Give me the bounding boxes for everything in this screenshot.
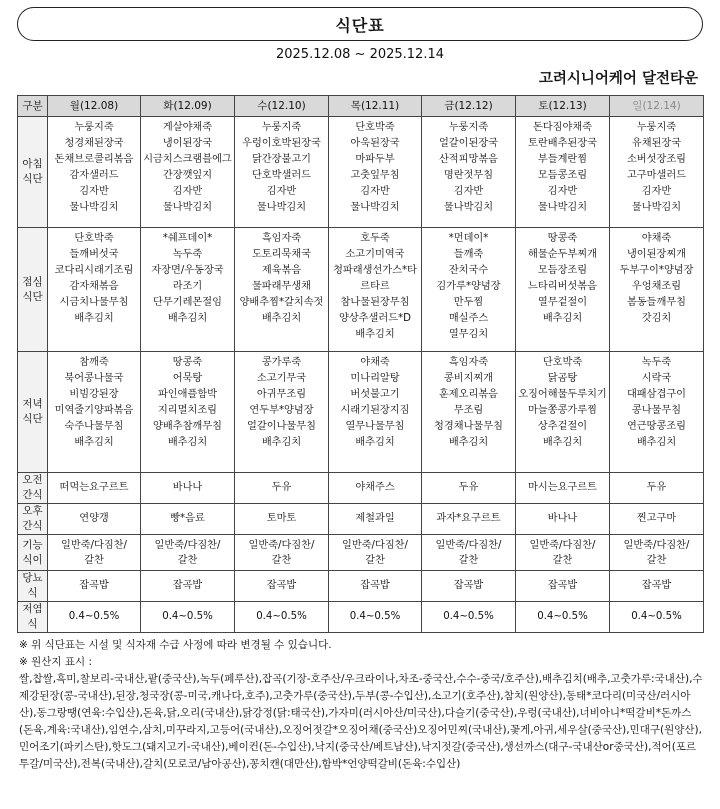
menu-item: 고춧잎무침	[350, 170, 400, 181]
menu-item: 흑임자죽	[261, 233, 302, 244]
menu-item: 일반죽/다짐찬/	[623, 539, 690, 551]
menu-cell	[329, 228, 422, 352]
menu-item: 잡곡밥	[641, 580, 672, 591]
menu-item: 김자반	[172, 186, 203, 197]
menu-item: 두유	[271, 482, 292, 493]
menu-cell	[235, 117, 329, 228]
menu-item: 열무나물무침	[345, 421, 405, 432]
header-row	[18, 96, 704, 117]
menu-item: 녹두죽	[172, 249, 203, 260]
menu-item: 연근땅콩조림	[626, 421, 687, 432]
menu-item: 시락국	[641, 373, 672, 384]
menu-item: 느타리버섯볶음	[528, 281, 597, 292]
menu-item: 빵*음료	[170, 513, 205, 524]
menu-item: 잡곡밥	[453, 580, 484, 591]
menu-cell	[48, 352, 141, 473]
menu-item: 갈찬	[365, 554, 385, 566]
row-label-line: 오전	[22, 474, 43, 486]
menu-item: 일반죽/다짐찬/	[154, 539, 221, 551]
menu-item: 닭간장불고기	[251, 154, 312, 165]
menu-item: 누룽지죽	[448, 122, 489, 133]
menu-item: 0.4~0.5%	[349, 611, 401, 622]
menu-item: 얼갈이된장국	[438, 138, 499, 149]
row-label	[18, 504, 48, 535]
menu-item: 0.4~0.5%	[537, 611, 588, 622]
facility-name: 고려시니어케어 달전타운	[538, 71, 698, 87]
row-label-line: 간식	[22, 520, 43, 532]
menu-item: 모듬장조림	[537, 265, 588, 276]
menu-item: 양배추찜*갈치속젓	[239, 297, 324, 308]
menu-item: 참깨죽	[79, 357, 109, 368]
menu-item: 어묵탕	[172, 373, 203, 384]
menu-item: 코다리시래기조림	[54, 265, 134, 276]
row-label	[18, 535, 48, 571]
menu-item: 단호박샐러드	[251, 170, 312, 181]
menu-cell	[516, 571, 610, 602]
menu-cell	[610, 117, 704, 228]
menu-item: 자장면/우동장국	[151, 265, 224, 276]
menu-cell	[516, 473, 610, 504]
menu-item: 버섯불고기	[350, 389, 400, 400]
menu-item: 얼갈이나물무침	[247, 421, 316, 432]
menu-item: 바나나	[172, 482, 203, 493]
menu-item: 야채주스	[355, 482, 395, 493]
menu-cell	[48, 117, 141, 228]
menu-item: 마늘쫑콩가루찜	[528, 405, 597, 416]
menu-item: 아귀무조림	[256, 389, 307, 400]
breakfast-row	[18, 117, 704, 228]
page-title: 식단표	[17, 7, 703, 41]
menu-body	[18, 117, 704, 633]
menu-item: 배추김치	[261, 313, 302, 324]
menu-item: 아욱된장국	[350, 138, 400, 149]
row-label-line: 간식	[22, 489, 43, 501]
menu-cell	[235, 504, 329, 535]
menu-item: 갈찬	[177, 554, 198, 566]
origin-text: 쌀,찹쌀,흑미,찰보리-국내산,팥(중국산),녹두(페루산),잡곡(기장-호주산/우크라이나,차조-중국산,수수-중국/호주산),배추김치(배추,고춧가루:국내산),수제강된장(콩-국내산),된장,청국장(콩-미국,캐나다,호주),고춧가루(중국산),두부(콩-수입산),소고기(호주산),참치(원양산),동태*코다리(미국산/러시아산),동그랑땡(연육:수입산),돈육,닭,오리(국내산),닭강정(닭:태국산),가자미(러시아산/미국산),다슬기(중국산),우렁(국내산),너비아니*떡갈비*돈까스(돈육,계육:국내산),임연수,삼치,미꾸라지,고등어(국내산),오징어젓갈*오징어채(중국산)오징어민찌(국내산),꽃게,아귀,세우살(중국산),민대구(원양산),민어조기(파키스탄),핫도그(돼지고기-국내산),베이컨(돈-수입산),낙지(중국산/베트남산),낙지젓갈(중국산),생선까스(대구-국내산or중국산),적어(포르투갈/미국산),전복(국내산),갈치(모로코/남아공산),꽁치캔(대만산),함박*언양떡갈비(돈육:수입산)	[19, 673, 703, 770]
row-label-line: 아침	[22, 158, 43, 170]
menu-cell	[48, 535, 141, 571]
change-notice: ※ 위 식단표는 시설 및 식자재 수급 사정에 따라 변경될 수 있습니다.	[19, 639, 332, 651]
menu-item: 시금치스크램블에그	[143, 154, 232, 165]
menu-item: 김자반	[453, 186, 484, 197]
menu-item: 콩가루죽	[261, 357, 302, 368]
menu-item: 두유	[646, 482, 667, 493]
menu-cell	[235, 473, 329, 504]
menu-item: 일반죽/다짐찬/	[248, 539, 315, 551]
menu-item: 도토리묵채국	[251, 249, 312, 260]
menu-item: 우렁이호박된장국	[242, 138, 321, 149]
menu-item: 땅콩죽	[547, 233, 578, 244]
menu-item: 닭곰탕	[547, 373, 578, 384]
menu-item: 누룽지죽	[74, 122, 114, 133]
menu-item: 잡곡밥	[547, 580, 578, 591]
header-day: 수(12.10)	[235, 96, 329, 117]
menu-item: 김자반	[547, 186, 578, 197]
menu-cell	[48, 228, 141, 352]
menu-item: 바나나	[547, 513, 578, 524]
menu-item: 배추김치	[167, 313, 208, 324]
menu-item: 대패삼겹구이	[626, 389, 687, 400]
menu-item: 청경채나물무침	[434, 421, 503, 432]
menu-item: 흑임자죽	[448, 357, 489, 368]
menu-item: 배추김치	[448, 437, 489, 448]
menu-item: 0.4~0.5%	[631, 611, 682, 622]
row-label	[18, 602, 48, 633]
menu-item: 김자반	[266, 186, 297, 197]
menu-item: 시래기된장지짐	[340, 405, 410, 416]
menu-cell	[610, 602, 704, 633]
notes	[19, 637, 705, 773]
header-day: 금(12.12)	[422, 96, 516, 117]
menu-cell	[235, 602, 329, 633]
menu-item: 봄동들깨무침	[626, 297, 687, 308]
menu-item: 일반죽/다짐찬/	[529, 539, 596, 551]
row-label-line: 저녁	[22, 398, 43, 410]
menu-item: 들깨버섯국	[69, 249, 119, 260]
row-label	[18, 473, 48, 504]
menu-item: 갈찬	[84, 554, 104, 566]
menu-item: 물나박김치	[256, 202, 307, 213]
menu-cell	[141, 352, 235, 473]
menu-item: 호두죽	[360, 233, 390, 244]
menu-item: 잡곡밥	[360, 580, 390, 591]
menu-cell	[516, 504, 610, 535]
menu-item: 비빔강된장	[69, 389, 119, 400]
menu-item: 제육볶음	[261, 265, 302, 276]
menu-item: 누룽지죽	[636, 122, 677, 133]
menu-cell	[516, 535, 610, 571]
menu-item: 마파두부	[355, 154, 395, 165]
row-label-line: 식	[27, 587, 38, 599]
menu-item: 소고기미역국	[345, 249, 405, 260]
menu-item: 0.4~0.5%	[162, 611, 213, 622]
row-label-line: 식단	[22, 173, 43, 185]
menu-cell	[422, 228, 516, 352]
menu-item: 북어콩나물국	[64, 373, 124, 384]
menu-item: *쉐프데이*	[162, 233, 213, 244]
menu-item: 녹두죽	[641, 357, 672, 368]
menu-item: 미역줄기양파볶음	[54, 405, 134, 416]
menu-item: 물나박김치	[631, 202, 682, 213]
row-label-line: 식이	[22, 553, 43, 566]
menu-item: 우엉채조림	[631, 281, 682, 292]
menu-cell	[48, 504, 141, 535]
menu-cell	[329, 473, 422, 504]
menu-item: 돈다짐야채죽	[532, 122, 593, 133]
menu-item: 열무김치	[448, 329, 489, 340]
menu-item: 물나박김치	[537, 202, 588, 213]
menu-item: 해물순두부찌개	[528, 249, 597, 260]
menu-item: 게살야채죽	[162, 122, 213, 133]
menu-item: 유채된장국	[631, 138, 682, 149]
menu-cell	[329, 602, 422, 633]
menu-item: 배추김치	[355, 329, 395, 340]
row-label-line: 식단	[22, 290, 43, 303]
menu-cell	[235, 535, 329, 571]
row-label-line: 당뇨	[22, 572, 43, 584]
menu-item: 모듬콩조림	[537, 170, 588, 181]
menu-item: 지리멸치조림	[157, 405, 218, 416]
row-label-line: 식단	[22, 413, 43, 425]
row-label-line: 저염	[22, 603, 43, 615]
menu-item: 0.4~0.5%	[68, 611, 120, 622]
menu-item: 참나물된장무침	[340, 297, 410, 308]
menu-cell	[516, 228, 610, 352]
menu-cell	[516, 117, 610, 228]
menu-item: 부들계란찜	[537, 154, 588, 165]
menu-item: 일반죽/다짐찬/	[435, 539, 502, 551]
menu-item: 물나박김치	[69, 202, 119, 213]
menu-item: 김자반	[360, 186, 390, 197]
row-label-line: 점심	[22, 275, 43, 288]
header-day-sunday: 일(12.14)	[610, 96, 704, 117]
header-category: 구분	[18, 96, 48, 117]
menu-item: 잡곡밥	[172, 580, 203, 591]
menu-cell	[610, 504, 704, 535]
menu-cell	[329, 571, 422, 602]
menu-cell	[141, 228, 235, 352]
row-label	[18, 571, 48, 602]
menu-item: 감자채볶음	[69, 281, 119, 292]
menu-cell	[610, 473, 704, 504]
menu-item: 냉이된장찌개	[626, 249, 687, 260]
menu-cell	[235, 571, 329, 602]
menu-item: 열무겉절이	[537, 297, 588, 308]
menu-item: 감자샐러드	[69, 170, 119, 181]
menu-item: 청파래생선가스*타르타르	[333, 265, 417, 292]
menu-item: 만두찜	[453, 297, 484, 308]
menu-cell	[235, 352, 329, 473]
menu-item: 숙주나물무침	[64, 421, 124, 432]
menu-item: 라조기	[172, 281, 203, 292]
menu-cell	[141, 504, 235, 535]
menu-cell	[235, 228, 329, 352]
origin-title: ※ 원산지 표시 :	[19, 656, 93, 668]
menu-cell	[141, 571, 235, 602]
menu-item: 배추김치	[636, 437, 677, 448]
menu-item: 물나박김치	[350, 202, 400, 213]
menu-cell	[329, 352, 422, 473]
menu-item: 떠먹는요구르트	[59, 482, 129, 493]
menu-item: 연두부*양념장	[249, 405, 314, 416]
menu-item: 물나박김치	[443, 202, 494, 213]
menu-item: 콩나물무침	[631, 405, 682, 416]
menu-item: 무조림	[453, 405, 484, 416]
menu-cell	[329, 535, 422, 571]
menu-cell	[422, 571, 516, 602]
header-day: 토(12.13)	[516, 96, 610, 117]
menu-item: 청경채된장국	[64, 138, 124, 149]
menu-item: 명란젓무침	[443, 170, 494, 181]
menu-item: 갓김치	[641, 313, 672, 324]
menu-item: 파인애플함박	[157, 389, 218, 400]
menu-cell	[141, 602, 235, 633]
low-salt-row	[18, 602, 704, 633]
menu-item: 단호박죽	[355, 122, 395, 133]
menu-cell	[141, 117, 235, 228]
menu-item: 들깨죽	[453, 249, 484, 260]
diabetic-diet-row	[18, 571, 704, 602]
menu-cell	[516, 602, 610, 633]
menu-item: 배추김치	[542, 313, 583, 324]
menu-item: 소버섯장조림	[626, 154, 687, 165]
menu-item: 0.4~0.5%	[256, 611, 307, 622]
dinner-row	[18, 352, 704, 473]
menu-item: 잡곡밥	[79, 580, 109, 591]
header-day: 목(12.11)	[329, 96, 422, 117]
header-day: 월(12.08)	[48, 96, 141, 117]
date-range: 2025.12.08 ~ 2025.12.14	[275, 47, 445, 62]
menu-item: 토란배추된장국	[528, 138, 597, 149]
menu-item: 물나박김치	[162, 202, 213, 213]
menu-item: 두부구이*양념장	[619, 265, 694, 276]
menu-table	[17, 95, 704, 633]
menu-cell	[141, 535, 235, 571]
menu-item: 소고기무국	[256, 373, 307, 384]
menu-cell	[610, 535, 704, 571]
menu-item: 매실주스	[448, 313, 489, 324]
menu-item: 갈찬	[646, 554, 667, 566]
menu-item: 배추김치	[74, 437, 114, 448]
menu-item: 토마토	[266, 513, 297, 524]
menu-item: 김자반	[641, 186, 672, 197]
menu-item: 단무기레몬절임	[153, 297, 222, 308]
menu-item: 0.4~0.5%	[443, 611, 494, 622]
menu-item: 미나리알탕	[350, 373, 400, 384]
row-label	[18, 228, 48, 352]
menu-item: 배추김치	[261, 437, 302, 448]
menu-item: 김자반	[79, 186, 109, 197]
menu-item: 고구마샐러드	[626, 170, 687, 181]
menu-cell	[422, 535, 516, 571]
menu-item: 배추김치	[167, 437, 208, 448]
menu-cell	[610, 228, 704, 352]
afternoon-snack-row	[18, 504, 704, 535]
menu-cell	[422, 473, 516, 504]
row-label-line: 기능	[22, 538, 43, 551]
menu-item: 상추겉절이	[537, 421, 588, 432]
menu-item: 과자*요구르트	[436, 513, 501, 524]
row-label	[18, 117, 48, 228]
menu-item: 일반죽/다짐찬/	[61, 539, 127, 551]
menu-cell	[422, 504, 516, 535]
menu-item: 제철과일	[355, 513, 395, 524]
menu-item: 잔치국수	[448, 265, 489, 276]
lunch-row	[18, 228, 704, 352]
row-label-line: 식	[27, 618, 38, 630]
menu-item: 연양갱	[79, 513, 109, 524]
menu-item: 일반죽/다짐찬/	[342, 539, 408, 551]
header-day: 화(12.09)	[141, 96, 235, 117]
menu-item: 갈찬	[458, 554, 479, 566]
row-label-line: 오후	[22, 505, 43, 517]
row-label	[18, 352, 48, 473]
menu-cell	[48, 571, 141, 602]
morning-snack-row	[18, 473, 704, 504]
menu-item: 콩비지찌개	[443, 373, 494, 384]
menu-item: 땅콩죽	[172, 357, 203, 368]
menu-item: 누룽지죽	[261, 122, 302, 133]
menu-cell	[516, 352, 610, 473]
menu-item: 갈찬	[271, 554, 292, 566]
menu-cell	[610, 571, 704, 602]
menu-item: 김가루*양념장	[436, 281, 501, 292]
menu-item: *먼데이*	[448, 233, 489, 244]
menu-item: 냉이된장국	[162, 138, 213, 149]
menu-item: 찐고구마	[636, 513, 677, 524]
menu-item: 야채죽	[360, 357, 390, 368]
menu-cell	[422, 352, 516, 473]
menu-item: 단호박죽	[74, 233, 114, 244]
menu-cell	[422, 117, 516, 228]
menu-cell	[141, 473, 235, 504]
menu-cell	[48, 602, 141, 633]
menu-item: 물파래무생채	[251, 281, 312, 292]
menu-cell	[610, 352, 704, 473]
menu-item: 배추김치	[542, 437, 583, 448]
menu-item: 야채죽	[641, 233, 672, 244]
menu-item: 훈제오리볶음	[438, 389, 499, 400]
menu-cell	[422, 602, 516, 633]
menu-item: 산적피망볶음	[438, 154, 499, 165]
menu-item: 마시는요구르트	[528, 482, 597, 493]
menu-cell	[48, 473, 141, 504]
menu-item: 오징어해물두루치기	[518, 389, 607, 400]
menu-item: 시금치나물무침	[59, 297, 129, 308]
menu-item: 양배추참깨무침	[153, 421, 222, 432]
functional-diet-row	[18, 535, 704, 571]
menu-cell	[329, 117, 422, 228]
menu-item: 두유	[458, 482, 479, 493]
menu-item: 단호박죽	[542, 357, 583, 368]
menu-item: 잡곡밥	[266, 580, 297, 591]
menu-item: 간장깻잎지	[162, 170, 213, 181]
menu-item: 양상추샐러드*D	[339, 313, 411, 324]
menu-item: 갈찬	[552, 554, 573, 566]
menu-cell	[329, 504, 422, 535]
menu-item: 배추김치	[355, 437, 395, 448]
menu-item: 배추김치	[74, 313, 114, 324]
menu-item: 돈채브로콜리볶음	[54, 154, 134, 165]
